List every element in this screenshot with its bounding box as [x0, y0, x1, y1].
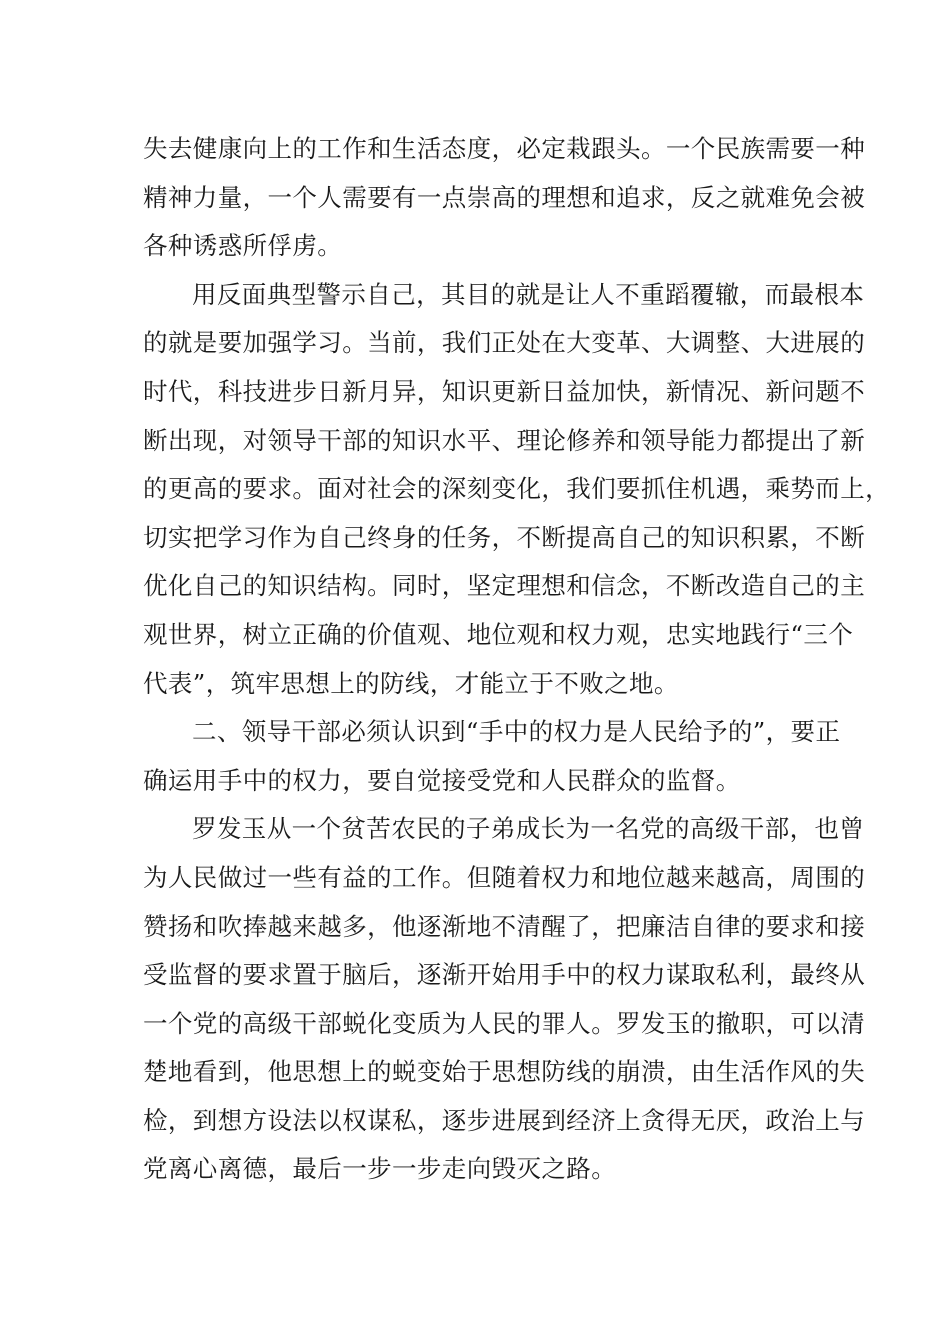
text-line: 受监督的要求置于脑后，逐渐开始用手中的权力谋取私利，最终从 — [143, 960, 866, 990]
text-line: 罗发玉从一个贫苦农民的子弟成长为一名党的高级干部，也曾 — [192, 814, 865, 844]
text-line: 优化自己的知识结构。同时，坚定理想和信念，不断改造自己的主 — [143, 571, 866, 601]
text-line: 楚地看到，他思想上的蜕变始于思想防线的崩溃，由生活作风的失 — [143, 1057, 866, 1087]
text-line: 的更高的要求。面对社会的深刻变化，我们要抓住机遇，乘势而上， — [143, 474, 890, 504]
text-line: 赞扬和吹捧越来越多，他逐渐地不清醒了，把廉洁自律的要求和接 — [143, 911, 866, 941]
text-line: 代表”，筑牢思想上的防线，才能立于不败之地。 — [143, 668, 679, 698]
text-line: 检，到想方设法以权谋私，逐步进展到经济上贪得无厌，政治上与 — [143, 1105, 866, 1135]
text-line: 观世界，树立正确的价值观、地位观和权力观，忠实地践行“三个 — [143, 619, 854, 649]
document-body — [143, 125, 890, 1194]
text-line: 精神力量，一个人需要有一点崇高的理想和追求，反之就难免会被 — [143, 182, 866, 212]
text-line: 党离心离德，最后一步一步走向毁灭之路。 — [143, 1154, 617, 1184]
text-line: 切实把学习作为自己终身的任务，不断提高自己的知识积累，不断 — [143, 522, 866, 552]
text-line: 二、领导干部必须认识到“手中的权力是人民给予的”，要正 — [192, 717, 841, 747]
text-line: 时代，科技进步日新月异，知识更新日益加快，新情况、新问题不 — [143, 376, 866, 406]
paragraph-4 — [143, 805, 866, 1194]
paragraph-1 — [143, 125, 866, 271]
text-line: 断出现，对领导干部的知识水平、理论修养和领导能力都提出了新 — [143, 425, 866, 455]
text-line: 一个党的高级干部蜕化变质为人民的罪人。罗发玉的撤职，可以清 — [143, 1008, 866, 1038]
paragraph-3 — [143, 708, 841, 805]
paragraph-2 — [143, 271, 890, 708]
text-line: 确运用手中的权力，要自觉接受党和人民群众的监督。 — [143, 765, 741, 795]
text-line: 各种诱惑所俘虏。 — [143, 231, 343, 261]
text-line: 失去健康向上的工作和生活态度，必定栽跟头。一个民族需要一种 — [143, 134, 866, 163]
text-line: 为人民做过一些有益的工作。但随着权力和地位越来越高，周围的 — [143, 862, 866, 892]
text-line: 用反面典型警示自己，其目的就是让人不重蹈覆辙，而最根本 — [192, 279, 865, 309]
text-line: 的就是要加强学习。当前，我们正处在大变革、大调整、大进展的 — [143, 328, 866, 358]
